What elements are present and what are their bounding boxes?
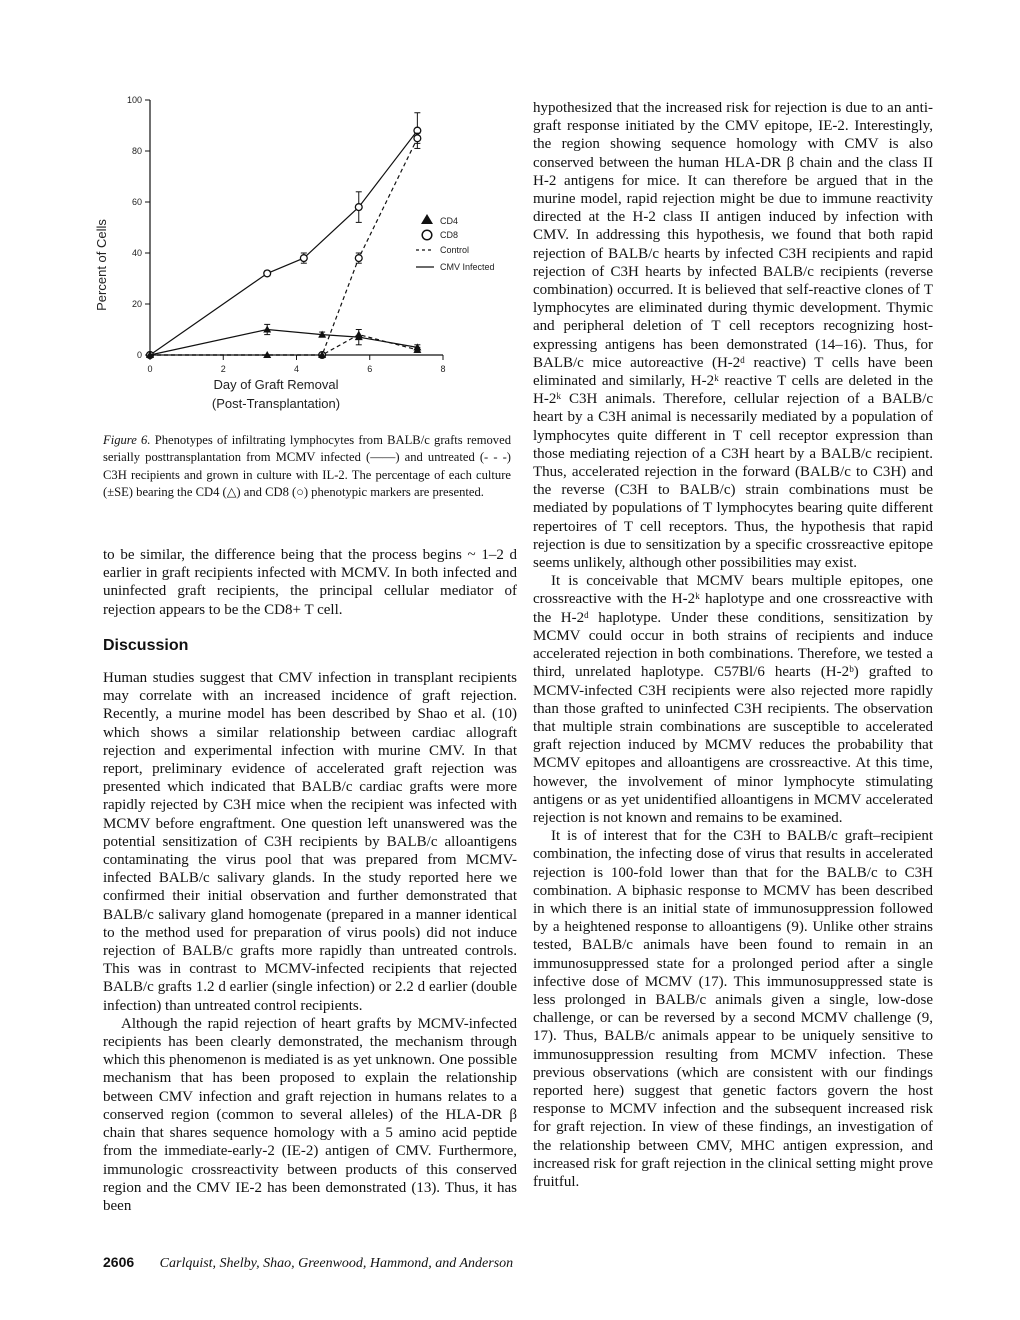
legend-cd4-marker-icon <box>421 214 433 224</box>
x-tick-label: 0 <box>147 364 153 374</box>
line-chart <box>88 80 518 425</box>
page-number: 2606 <box>103 1254 135 1270</box>
data-point-cd8 <box>300 255 307 262</box>
y-tick-label: 100 <box>126 95 142 105</box>
legend-cd8-label: CD8 <box>440 230 459 240</box>
y-tick-label: 20 <box>131 299 142 309</box>
x-tick-label: 6 <box>367 364 373 374</box>
y-tick-label: 0 <box>136 350 142 360</box>
series-line <box>150 335 417 355</box>
figure-6 <box>88 80 518 425</box>
left-column <box>103 546 517 1215</box>
paragraph: It is conceivable that MCMV bears multiple epitopes, one crossreactive with the H-2ᵏ haplotype and one crossreactive with the H-2ᵈ haplotype. Under these conditions, sensitization by MCMV could occur in both strains of recipients and induce accelerated rejection in both combinations. Therefore, we tested a third, unrelated haplotype. C57Bl/6 hearts (H-2ᵇ) grafted to MCMV-infected C3H recipients were also rejected more rapidly than those grafted to uninfected C3H recipients. The observation that multiple strain combinations are susceptible to accelerated graft rejection induced by MCMV reduces the probability that MCMV epitopes and alloantigens are crossreactive. At this time, however, the involvement of minor lymphocyte stimulating antigens or as yet unidentified alloantigens in MCMV accelerated rejection is not known and remains to be examined. <box>533 573 933 826</box>
paragraph: Human studies suggest that CMV infection in transplant recipients may correlate with an increased incidence of graft rejection. Recently, a murine model has been described by Shao et al. (10) which shows a similar relationship between cardiac allograft rejection and experimental infection with murine CMV. In that report, preliminary evidence of accelerated graft rejection was presented which indicated that BALB/c cardiac grafts were more rapidly rejected by C3H mice when the recipient was infected with MCMV before engraftment. One question left unanswered was the potential sensitization of C3H recipients by BALB/c alloantigens contaminating the virus pool that was prepared from MCMV-infected BALB/c salivary glands. In the study reported here we confirmed their initial observation and further demonstrated that BALB/c salivary gland homogenate (prepared in a manner identical to the method used for preparation of virus pools) did not induce rejection of BALB/c grafts more rapidly than untreated controls. This was in contrast to MCMV-infected recipients that rejected BALB/c grafts 1.2 d earlier (single infection) or 2.2 d earlier (double infection) than untreated control recipients. <box>103 670 517 1014</box>
series-line <box>150 330 417 356</box>
data-point-cd8 <box>355 255 362 262</box>
caption-label: Figure 6. <box>103 433 151 447</box>
chart-legend <box>416 214 495 272</box>
legend-control-label: Control <box>440 245 470 255</box>
x-axis-label: Day of Graft Removal <box>213 377 339 392</box>
paragraph: Although the rapid rejection of heart grafts by MCMV-infected recipients has been clearly demonstrated, the mechanism through which this phenomenon is mediated is as yet unknown. One possible mechanism that has been proposed to explain the relationship between CMV infection and graft rejection in humans relates to a conserved region (common to several alleles) of the HLA-DR β chain that shares sequence homology with a 5 amino acid peptide from the immediate-early-2 (IE-2) antigen of CMV. Furthermore, immunologic crossreactivity between products of this conserved region and the CMV IE-2 has been demonstrated (13). Thus, it has been <box>103 1015 517 1214</box>
series-line <box>150 138 417 355</box>
data-point-cd4 <box>355 331 363 338</box>
data-point-cd8 <box>414 135 421 142</box>
x-tick-label: 2 <box>220 364 226 374</box>
paragraph: It is of interest that for the C3H to BALB/c graft–recipient combination, the infecting dose of virus that results in accelerated rejection is 100-fold lower than that for the BALB/c to C3H combination. A biphasic response to MCMV has been described in which there is an initial state of immunosuppression followed by a heightened response to alloantigens (9). Unlike other strains tested, BALB/c animals have been found to remain in an immunosuppressed state for a prolonged period after a single infective dose of MCMV (17). This immunosuppressed state is less prolonged in BALB/c animals given a single, low-dose challenge, or can be reversed by a second MCMV challenge (9, 17). Thus, BALB/c animals appear to be uniquely sensitive to immunosuppression resulting from MCMV infection. These previous observations (which are consistent with our findings reported here) suggest that genetic factors govern the host response to MCMV infection and the subsequent increased risk for graft rejection. In view of these findings, an investigation of the relationship between CMV, MHC antigen expression, and increased risk for graft rejection in the clinical setting might prove fruitful. <box>533 828 933 1190</box>
y-tick-label: 40 <box>131 248 142 258</box>
running-authors: Carlquist, Shelby, Shao, Greenwood, Hammond, and Anderson <box>159 1256 514 1271</box>
chart-axes <box>127 95 446 374</box>
caption-text: Phenotypes of infiltrating lymphocytes from BALB/c grafts removed serially posttransplantation from MCMV infected (——) and untreated (- - -) C3H recipients and grown in culture with IL-2. The percentage of each culture (±SE) bearing the CD4 (△) and CD8 (○) phenotypic markers are presented. <box>103 433 511 500</box>
series-line <box>150 131 417 355</box>
section-heading-discussion: Discussion <box>103 636 189 654</box>
legend-cd8-marker-icon <box>422 230 432 240</box>
y-tick-label: 60 <box>131 197 142 207</box>
page-footer <box>103 1254 603 1272</box>
right-column <box>533 99 933 1191</box>
y-tick-label: 80 <box>131 146 142 156</box>
data-point-cd4 <box>263 326 271 333</box>
paragraph: hypothesized that the increased risk for rejection is due to an anti-graft response initiated by the CMV epitope, IE-2. Interestingly, the region showing sequence homology with CMV is also conserved between the human HLA-DR β chain and the class II H-2 antigens for mice. It can therefore be argued that in the murine model, rapid rejection might be due to immune reactivity directed at the H-2 class II antigen induced by infection with CMV. In addressing this hypothesis, we found that both rapid rejection of BALB/c hearts by infected C3H recipients and rapid rejection of C3H hearts by infected BALB/c recipients (reverse combination) occurred. It is believed that self-reactive clones of T lymphocytes are eliminated during thymic development. Thymic and peripheral deletion of T cell receptors recognizing host-expressing antigens has been demonstrated (14–16). Thus, for BALB/c mice autoreactive (H-2ᵈ reactive) T cells have been eliminated and similarly, H-2ᵏ reactive T cells are deleted in the H-2ᵏ C3H animals. Therefore, cellular rejection of a BALB/c heart by a C3H animal is necessarily mediated by a population of lymphocytes quite different in T cell receptor expression than those mediating rejection of a C3H heart by a BALB/c recipient. Thus, accelerated rejection in the forward (BALB/c to C3H) and the reverse (C3H to BALB/c) strain combinations must be mediated by populations of T lymphocytes bearing quite different repertoires of T cell receptors. Thus, the hypothesis that rapid rejection is due to sensitization by a specific crossreactive epitope seems unlikely, although other possibilities may exist. <box>533 100 933 572</box>
legend-infected-label: CMV Infected <box>440 262 495 272</box>
x-axis-label-subtitle: (Post-Transplantation) <box>211 396 341 411</box>
data-point-cd8 <box>355 204 362 211</box>
paragraph: to be similar, the difference being that the process begins ~ 1–2 d earlier in graft recipients infected with MCMV. In both infected and uninfected graft recipients, the principal cellular mediator of rejection appears to be the CD8+ T cell. <box>103 547 517 618</box>
x-tick-label: 8 <box>440 364 446 374</box>
figure-caption <box>103 432 511 502</box>
legend-cd4-label: CD4 <box>440 216 459 226</box>
chart-series <box>146 113 421 359</box>
data-point-cd8 <box>264 270 271 277</box>
y-axis-label: Percent of Cells <box>94 219 109 311</box>
x-tick-label: 4 <box>293 364 300 374</box>
